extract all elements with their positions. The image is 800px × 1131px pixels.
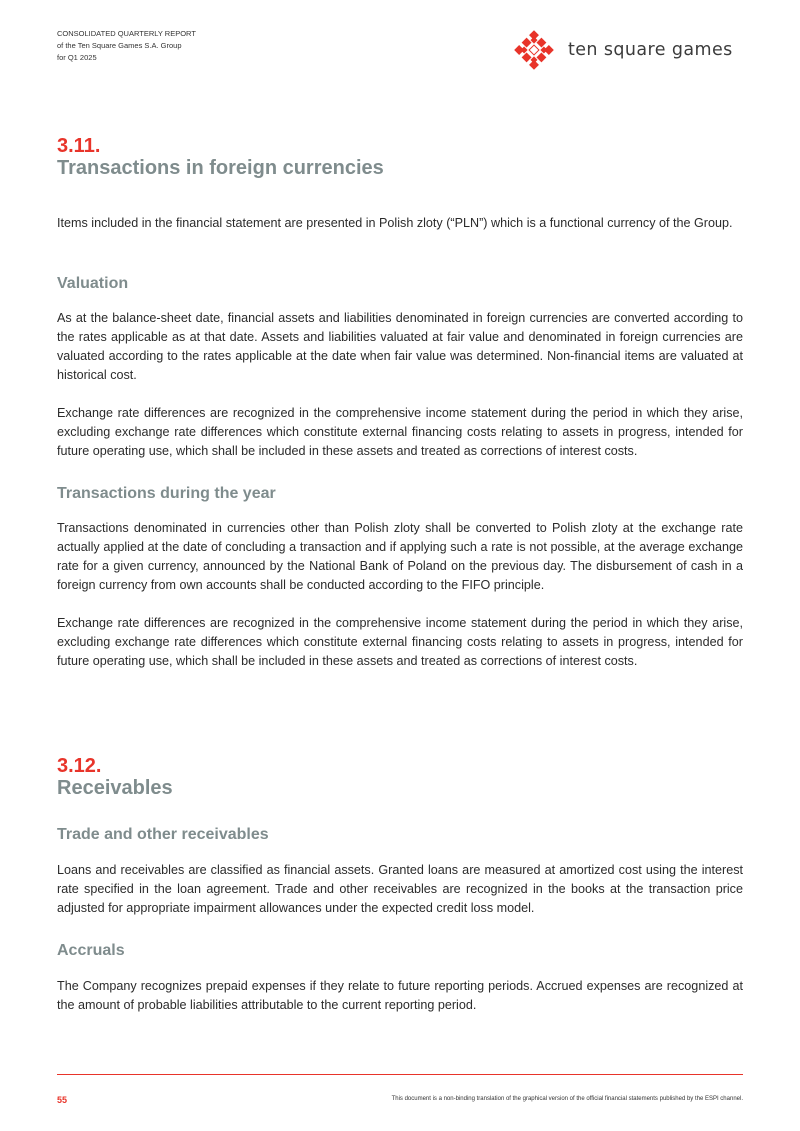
valuation-paragraph-1: As at the balance-sheet date, financial assets and liabilities denominated in foreign currencies are converted according to the rates applicable as at that date. Assets and liabilities valuated at fair value and denominated in foreign currencies are valuated according to the rates applicable at the date when fair value was determined. Non-financial items are valuated at historical cost. [57,311,743,382]
year-paragraph-1: Transactions denominated in currencies other than Polish zloty shall be converted to Polish zloty at the exchange rate actually applied at the date of concluding a transaction and if applying such a rate is not possible, at the average exchange rate for a given currency, announced by the National Bank of Poland on the previous day. The disbursement of cash in a foreign currency from own accounts shall be conducted according to the FIFO principle. [57,521,743,592]
footer-disclaimer: This document is a non-binding translation of the graphical version of the official financial statements published by the ESPI channel. [391,1096,743,1102]
year-paragraph-2: Exchange rate differences are recognized in the comprehensive income statement during the period in which they arise, excluding exchange rate differences which constitute external financing costs relating to assets in progress, intended for future operating use, which shall be included in these assets and treated as corrections of interest costs. [57,616,743,668]
section-number-3-11: 3.11. [57,135,101,157]
intro-paragraph: Items included in the financial statement are presented in Polish zloty (“PLN”) which is a functional currency of the Group. [57,216,733,230]
subheading-valuation: Valuation [57,275,129,292]
valuation-paragraph-2: Exchange rate differences are recognized in the comprehensive income statement during the period in which they arise, excluding exchange rate differences which constitute external financing costs relating to assets in progress, intended for future operating use, which shall be included in these assets and treated as corrections of interest costs. [57,406,743,458]
section-number-3-12: 3.12. [57,755,102,777]
logo-text: ten square games [568,40,733,60]
section-title-foreign-currencies: Transactions in foreign currencies [57,157,384,179]
report-meta [57,28,196,64]
section-title-receivables: Receivables [57,777,173,799]
logo-mark-icon [510,26,558,74]
page-number: 55 [57,1095,68,1105]
trade-paragraph: Loans and receivables are classified as financial assets. Granted loans are measured at amortized cost using the interest rate specified in the loan agreement. Trade and other receivables are recognized in the books at the transaction price adjusted for appropriate impairment allowances under the expected credit loss model. [57,863,743,915]
accruals-paragraph: The Company recognizes prepaid expenses if they relate to future reporting periods. Accrued expenses are recognized at the amount of probable liabilities attributable to the current reporting period. [57,979,743,1012]
subheading-accruals: Accruals [57,942,125,959]
report-meta-line2: of the Ten Square Games S.A. Group [57,41,182,50]
subheading-trade-receivables: Trade and other receivables [57,826,269,843]
subheading-transactions-year: Transactions during the year [57,485,276,502]
footer-divider [57,1074,743,1075]
report-meta-line1: CONSOLIDATED QUARTERLY REPORT [57,29,196,38]
company-logo [510,26,733,74]
report-meta-line3: for Q1 2025 [57,53,97,62]
